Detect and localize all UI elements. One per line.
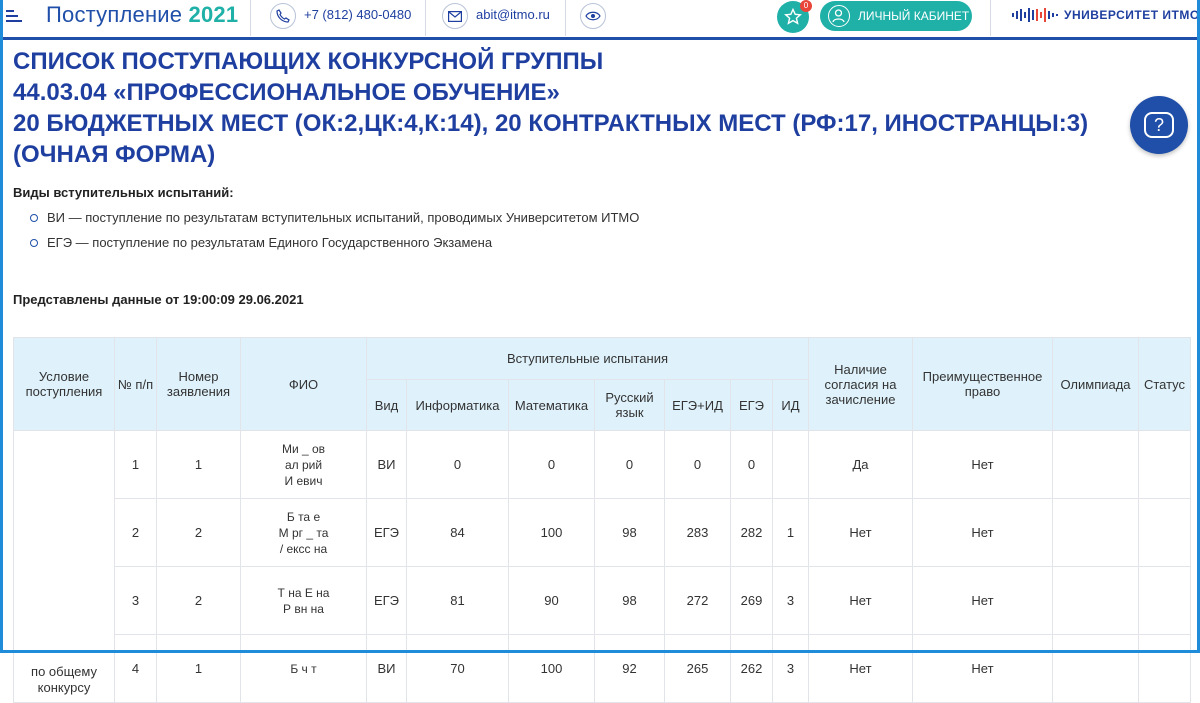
fio-line: Т на Е на [277, 585, 330, 600]
col-header-app-num: Номер заявления [157, 338, 241, 431]
col-header-id: ИД [773, 380, 809, 431]
header-divider [250, 0, 251, 36]
email-icon[interactable] [442, 3, 468, 29]
cell-status [1139, 635, 1191, 703]
col-header-olympiad: Олимпиада [1053, 338, 1139, 431]
star-icon [784, 8, 802, 26]
cell-ege: 262 [731, 635, 773, 703]
cell-ege-id: 265 [665, 635, 731, 703]
title-line-1: СПИСОК ПОСТУПАЮЩИХ КОНКУРСНОЙ ГРУППЫ [13, 48, 604, 75]
table-row [14, 635, 1191, 703]
cell-status [1139, 499, 1191, 567]
menu-icon[interactable] [6, 10, 22, 26]
cell-id: 3 [773, 635, 809, 703]
cell-olympiad [1053, 499, 1139, 567]
fio-line: М рг _ та [278, 525, 329, 540]
col-header-math: Математика [509, 380, 595, 431]
cell-informatics: 70 [407, 635, 509, 703]
fio-line: И евич [284, 473, 323, 488]
header-divider [565, 0, 566, 36]
cell-app: 1 [157, 635, 241, 703]
cell-consent: Нет [809, 567, 913, 635]
cell-olympiad [1053, 635, 1139, 703]
itmo-logo-icon [1012, 6, 1058, 24]
cell-consent: Нет [809, 635, 913, 703]
cell-type: ВИ [367, 635, 407, 703]
data-timestamp: Представлены данные от 19:00:09 29.06.2021 [13, 292, 304, 307]
table-row [14, 499, 1191, 567]
favorites-count-badge: 0 [800, 0, 812, 12]
table-row [14, 567, 1191, 635]
cell-type: ВИ [367, 431, 407, 499]
phone-icon[interactable] [270, 3, 296, 29]
cell-status [1139, 431, 1191, 499]
cell-ege: 0 [731, 431, 773, 499]
col-header-fio: ФИО [241, 338, 367, 431]
brand-text: Поступление [46, 2, 183, 27]
cell-informatics: 84 [407, 499, 509, 567]
cell-num: 3 [115, 567, 157, 635]
col-header-exams: Вступительные испытания [367, 338, 809, 380]
cell-type: ЕГЭ [367, 567, 407, 635]
col-header-consent: Наличие согласия на зачисление [809, 338, 913, 431]
cell-fio [241, 431, 367, 499]
cell-russian: 98 [595, 499, 665, 567]
cell-num: 4 [115, 635, 157, 703]
user-icon [828, 5, 850, 27]
cabinet-label: ЛИЧНЫЙ КАБИНЕТ [858, 9, 970, 23]
title-line-2: 44.03.04 «ПРОФЕССИОНАЛЬНОЕ ОБУЧЕНИЕ» [13, 79, 560, 106]
cell-ege: 282 [731, 499, 773, 567]
header-divider [990, 0, 991, 36]
cell-consent: Да [809, 431, 913, 499]
cell-priority: Нет [913, 431, 1053, 499]
cell-russian: 98 [595, 567, 665, 635]
help-question-icon: ? [1144, 112, 1174, 138]
exam-type-item: ВИ — поступление по результатам вступительных испытаний, проводимых Университетом ИТМО [30, 209, 639, 234]
exam-types-list [30, 209, 639, 259]
fio-line: ал рий [284, 457, 323, 472]
page-title [13, 46, 1088, 170]
col-header-condition: Условие поступления [14, 338, 115, 431]
cell-app: 2 [157, 499, 241, 567]
exam-type-item: ЕГЭ — поступление по результатам Единого Государственного Экзамена [30, 234, 639, 259]
col-header-ege: ЕГЭ [731, 380, 773, 431]
personal-cabinet-button[interactable] [820, 1, 972, 31]
fio-line: Б ч т [290, 661, 317, 676]
col-header-type: Вид [367, 380, 407, 431]
cell-priority: Нет [913, 635, 1053, 703]
cell-type: ЕГЭ [367, 499, 407, 567]
cell-num: 1 [115, 431, 157, 499]
col-header-informatics: Информатика [407, 380, 509, 431]
col-header-num: № п/п [115, 338, 157, 431]
fio-line: Р вн на [283, 601, 324, 616]
university-name: УНИВЕРСИТЕТ ИТМО [1064, 8, 1200, 22]
accessibility-eye-icon[interactable] [580, 3, 606, 29]
exam-types-heading: Виды вступительных испытаний: [13, 185, 234, 200]
cell-fio [241, 635, 367, 703]
cell-id: 1 [773, 499, 809, 567]
cell-math: 90 [509, 567, 595, 635]
cell-consent: Нет [809, 499, 913, 567]
email-address[interactable]: abit@itmo.ru [476, 7, 550, 22]
col-header-priority: Преимущественное право [913, 338, 1053, 431]
cell-math: 0 [509, 431, 595, 499]
cell-math: 100 [509, 499, 595, 567]
phone-number[interactable]: +7 (812) 480-0480 [304, 7, 412, 22]
cell-id [773, 431, 809, 499]
university-logo[interactable] [1012, 6, 1200, 24]
cell-priority: Нет [913, 499, 1053, 567]
cell-status [1139, 567, 1191, 635]
cell-ege-id: 0 [665, 431, 731, 499]
site-header [0, 0, 1200, 40]
cell-russian: 92 [595, 635, 665, 703]
cell-app: 2 [157, 567, 241, 635]
cell-ege-id: 272 [665, 567, 731, 635]
brand-year: 2021 [188, 2, 239, 27]
fio-line: Б та е [286, 509, 321, 524]
title-line-3: 20 БЮДЖЕТНЫХ МЕСТ (ОК:2,ЦК:4,К:14), 20 КОНТРАКТНЫХ МЕСТ (РФ:17, ИНОСТРАНЦЫ:3) [13, 110, 1089, 137]
cell-math: 100 [509, 635, 595, 703]
cell-informatics: 0 [407, 431, 509, 499]
cell-id: 3 [773, 567, 809, 635]
cell-informatics: 81 [407, 567, 509, 635]
group-label-cell: по общему конкурсу [14, 431, 115, 703]
fio-line: Ми _ ов [281, 441, 326, 456]
cell-ege-id: 283 [665, 499, 731, 567]
col-header-ege-id: ЕГЭ+ИД [665, 380, 731, 431]
cell-ege: 269 [731, 567, 773, 635]
cell-olympiad [1053, 567, 1139, 635]
header-divider [425, 0, 426, 36]
table-row [14, 431, 1191, 499]
col-header-status: Статус [1139, 338, 1191, 431]
title-line-4: (ОЧНАЯ ФОРМА) [13, 141, 216, 168]
help-chat-button[interactable] [1130, 96, 1188, 154]
cell-num: 2 [115, 499, 157, 567]
applicants-table [13, 337, 1191, 703]
cell-app: 1 [157, 431, 241, 499]
cell-fio [241, 567, 367, 635]
brand-title[interactable] [46, 2, 238, 28]
cell-russian: 0 [595, 431, 665, 499]
cell-olympiad [1053, 431, 1139, 499]
cell-priority: Нет [913, 567, 1053, 635]
cell-fio [241, 499, 367, 567]
fio-line: / ексс на [279, 541, 328, 556]
col-header-russian: Русский язык [595, 380, 665, 431]
